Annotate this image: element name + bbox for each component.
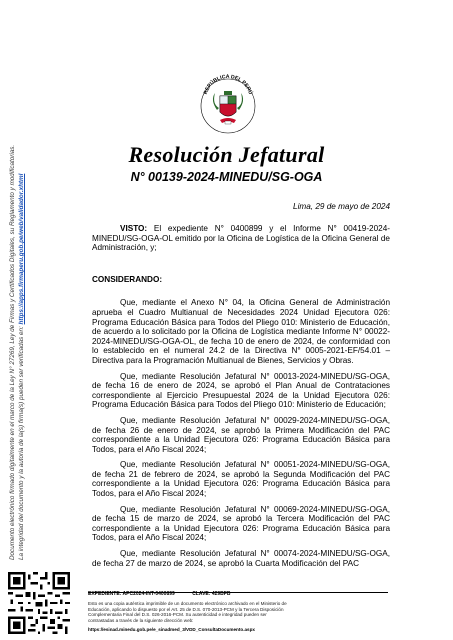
document-title: Resolución Jefatural — [128, 142, 325, 167]
signature-note-line-1: Documento electrónico firmado digitalmente en el marco de la Ley N° 27269, Ley de Firmas y Certificados Digitales, su Reglamento y modificatorias. — [9, 144, 16, 560]
document-body — [92, 224, 390, 574]
expediente-line — [88, 591, 246, 597]
considerando-paragraph: Que, mediante el Anexo N° 04, la Oficina General de Administración aprueba el Cuadro Multianual de Necesidades 2024 Unidad Ejecutora 026: Programa Educación Básica para Todos del Pliego 010: Ministerio de Educación, de acuerdo a lo solicitado por la Oficina de Logística mediante Informe N° 00022-2024-MINEDU/SG-OGA-OL, de fecha 10 de enero de 2024, de conformidad con lo establecido en el numeral 24.2 de la Directiva N° 0005-2021-EF/54.01 – Directiva para la Programación Multianual de Bienes, Servicios y Obras. — [92, 298, 390, 365]
considerando-paragraph: Que, mediante Resolución Jefatural N° 00074-2024-MINEDU/SG-OGA, de fecha 27 de marzo de 2024, se aprobó la Cuarta Modificación del PAC — [92, 549, 390, 568]
signature-note-line-2: La integridad del documento y la autoría de la(s) firma(s) pueden ser verificadas en: https://apps.firmaperu.gob.pe/web/validador.xhtml — [18, 173, 25, 560]
validator-link[interactable]: https://apps.firmaperu.gob.pe/web/validador.xhtml — [18, 173, 25, 325]
svg-text:REPÚBLICA DEL PERÚ: REPÚBLICA DEL PERÚ — [202, 73, 254, 96]
verification-url[interactable]: https://esinad.minedu.gob.pe/e_sinadmed_3/VDD_ConsultaDocumento.aspx — [88, 627, 255, 632]
resolution-number: N° 00139-2024-MINEDU/SG-OGA — [130, 170, 323, 184]
qr-code — [8, 572, 70, 634]
considerando-paragraph: Que, mediante Resolución Jefatural N° 00029-2024-MINEDU/SG-OGA, de fecha 26 de enero de 2024, se aprobó la Primera Modificación del PAC correspondiente a la Unidad Ejecutora 026: Programa Educación Básica para Todos, para el Año Fiscal 2024; — [92, 415, 390, 454]
expediente-number: EXPEDIENTE: APC2024-INT-0400899 — [88, 591, 175, 597]
visto-label: VISTO: — [120, 224, 148, 233]
considerando-paragraph: Que, mediante Resolución Jefatural N° 00013-2024-MINEDU/SG-OGA, de fecha 16 de enero de 2024, se aprobó el Plan Anual de Contrataciones correspondiente al Ejercicio Presupuestal 2024 de la Unidad Ejecutora 026: Programa Educación Básica para Todos del Pliego 010: Ministerio de Educación; — [92, 371, 390, 410]
authenticity-note: Esto es una copia auténtica imprimible de un documento electrónico archivado en el Ministerio de Educación, aplicando lo dispuesto por el Art. 25 de D.S. 070-2013-PCM y la Tercera Disposición Complementaria Final del D.S. 026-2016-PCM. Su autenticidad e integridad pueden ser contrastadas a través de la siguiente dirección web: — [88, 601, 287, 623]
digital-signature-note — [2, 0, 40, 560]
considerando-paragraph: Que, mediante Resolución Jefatural N° 00051-2024-MINEDU/SG-OGA, de fecha 21 de febrero de 2024, se aprobó la Segunda Modificación del PAC correspondiente a la Unidad Ejecutora 026: Programa Educación Básica para Todos, para el Año Fiscal 2024; — [92, 460, 390, 499]
peru-coat-of-arms-seal — [196, 66, 260, 138]
clave-code: CLAVE: 429BFB — [192, 591, 231, 597]
considerando-heading: CONSIDERANDO: — [92, 274, 163, 284]
considerando-paragraph: Que, mediante Resolución Jefatural N° 00069-2024-MINEDU/SG-OGA, de fecha 15 de marzo de 2024, se aprobó la Tercera Modificación del PAC correspondiente a la Unidad Ejecutora 026: Programa Educación Básica para Todos, para el Año Fiscal 2024; — [92, 504, 390, 543]
visto-paragraph: VISTO: El expediente N° 0400899 y el Informe N° 00419-2024-MINEDU/SG-OGA-OL emitido por la Oficina de Logística de la Oficina General de Administración, y; — [92, 224, 390, 253]
document-date: Lima, 29 de mayo de 2024 — [293, 202, 390, 211]
